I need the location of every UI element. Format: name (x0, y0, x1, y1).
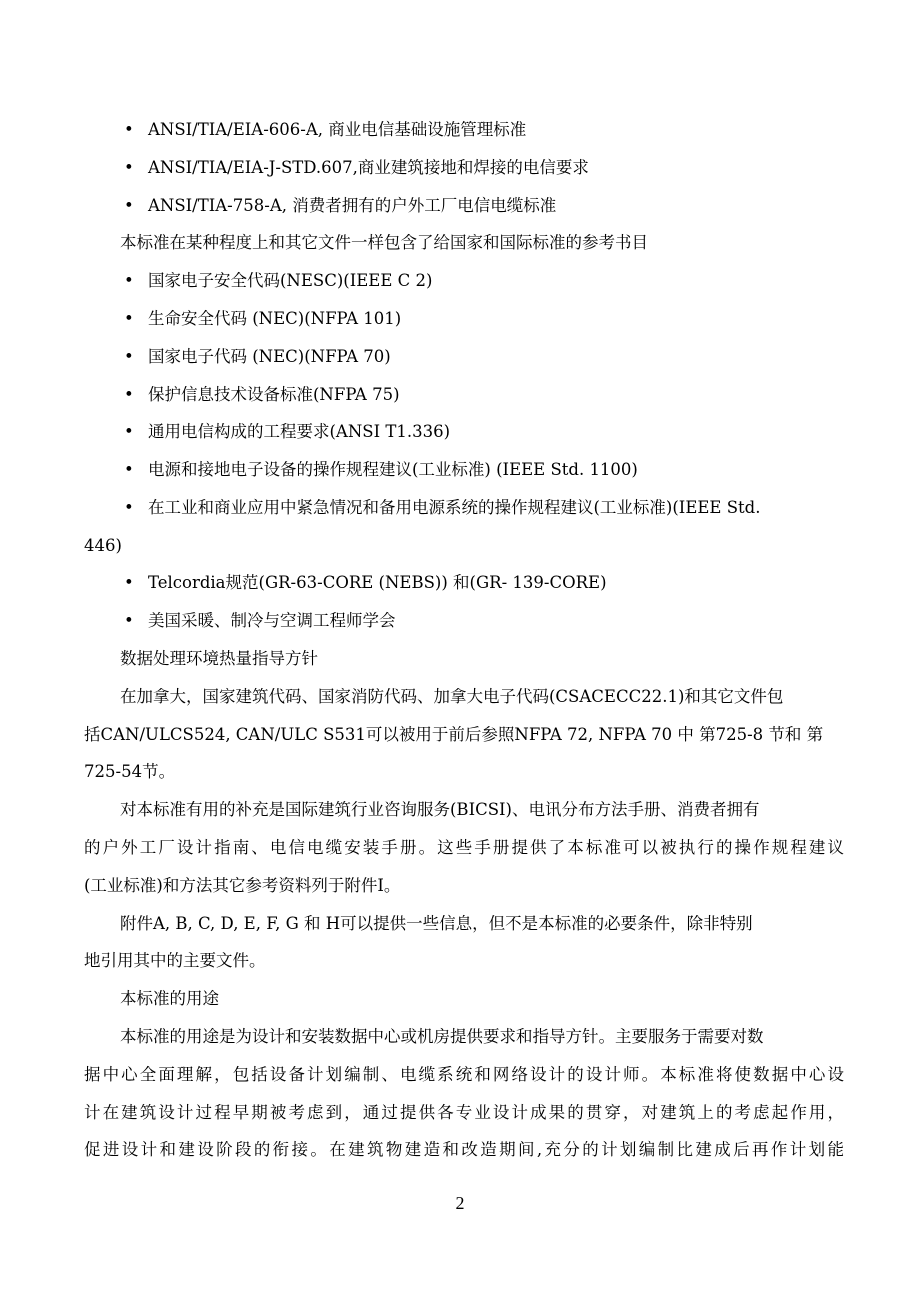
bullet-icon: • (124, 422, 134, 441)
reference-text: Telcordia规范(GR-63-CORE (NEBS)) 和(GR- 139-CORE) (148, 573, 607, 592)
bullet-icon: • (124, 271, 134, 290)
reference-text: ANSI/TIA/EIA-J-STD.607,商业建筑接地和焊接的电信要求 (148, 158, 589, 177)
bullet-icon: • (124, 158, 134, 177)
reference-text: ANSI/TIA-758-A, 消费者拥有的户外工厂电信电缆标准 (148, 196, 557, 215)
bullet-icon: • (124, 385, 134, 404)
reference-text: 通用电信构成的工程要求(ANSI T1.336) (148, 422, 451, 441)
reference-text: ANSI/TIA/EIA-606-A, 商业电信基础设施管理标准 (148, 120, 527, 139)
page-number: 2 (455, 1193, 465, 1213)
bullet-icon: • (124, 196, 134, 215)
reference-text: 国家电子安全代码(NESC)(IEEE C 2) (148, 271, 433, 290)
reference-text: 国家电子代码 (NEC)(NFPA 70) (148, 347, 391, 366)
reference-text: 电源和接地电子设备的操作规程建议(工业标准) (IEEE Std. 1100) (148, 460, 638, 479)
bullet-icon: • (124, 573, 134, 592)
reference-text: 生命安全代码 (NEC)(NFPA 101) (148, 309, 402, 328)
reference-text: 在工业和商业应用中紧急情况和备用电源系统的操作规程建议(工业标准)(IEEE Std. (148, 498, 761, 517)
bullet-icon: • (124, 120, 134, 139)
bullet-icon: • (124, 611, 134, 630)
bullet-icon: • (124, 498, 134, 517)
reference-text: 保护信息技术设备标准(NFPA 75) (148, 385, 400, 404)
bullet-icon: • (124, 347, 134, 366)
reference-text: 美国采暖、制冷与空调工程师学会 (148, 611, 396, 630)
bullet-icon: • (124, 460, 134, 479)
bullet-icon: • (124, 309, 134, 328)
